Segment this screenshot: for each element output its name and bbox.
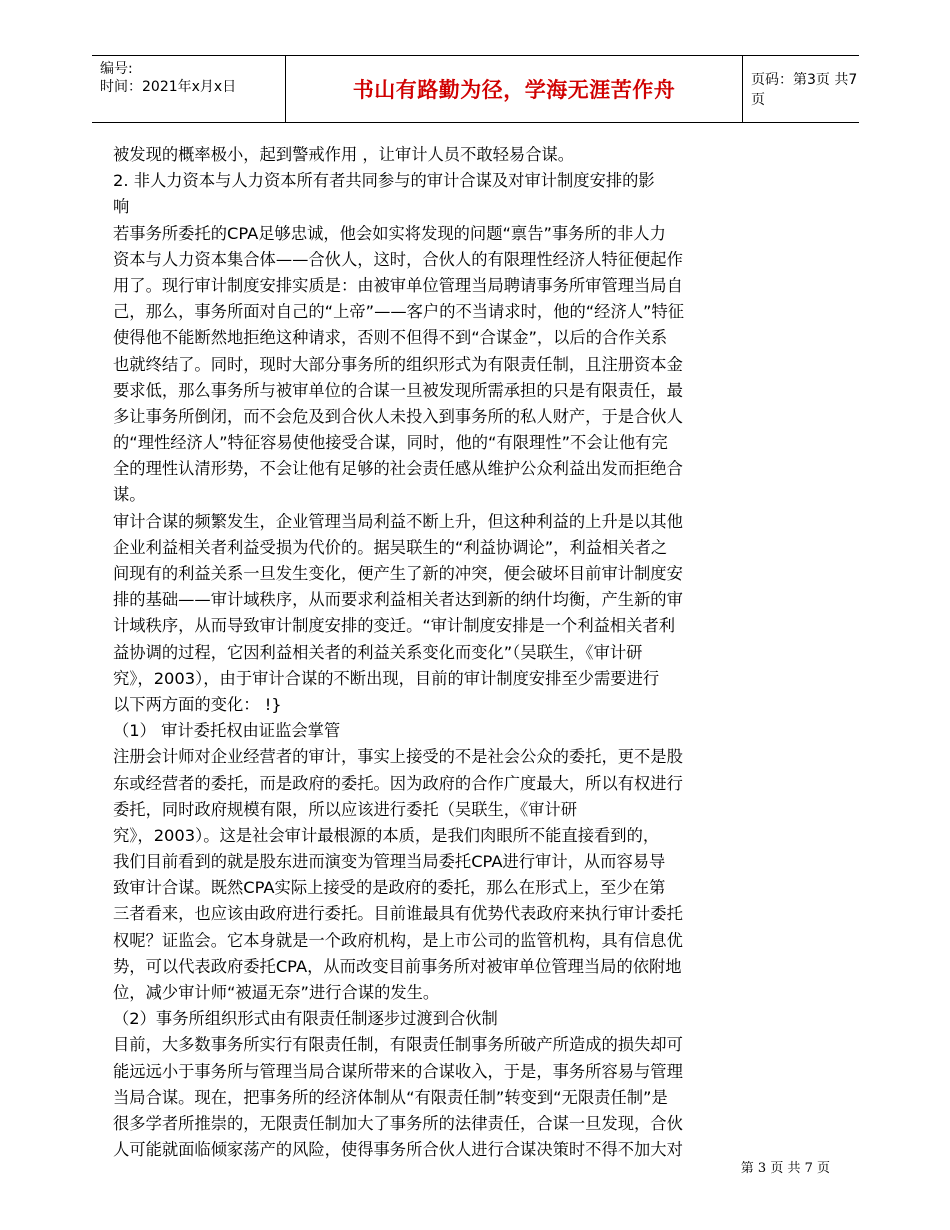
header-motto: 书山有路勤为径，学海无涯苦作舟 xyxy=(285,56,743,122)
time-label: 时间：2021年x月x日 xyxy=(100,79,237,95)
body-line: 审计合谋的频繁发生，企业管理当局利益不断上升，但这种利益的上升是以其他 xyxy=(113,511,683,531)
body-line: 企业利益相关者利益受损为代价的。据吴联生的“利益协调论”，利益相关者之 xyxy=(113,537,668,557)
body-line: 究》，2003），由于审计合谋的不断出现，目前的审计制度安排至少需要进行 xyxy=(113,668,660,688)
body-line: 目前，大多数事务所实行有限责任制，有限责任制事务所破产所造成的损失却可 xyxy=(113,1035,683,1055)
body-line: 当局合谋。现在，把事务所的经济体制从“有限责任制”转变到“无限责任制”是 xyxy=(113,1087,668,1107)
body-line: 能远远小于事务所与管理当局合谋所带来的合谋收入，于是，事务所容易与管理 xyxy=(113,1061,683,1081)
body-line: 资本与人力资本集合体——合伙人，这时，合伙人的有限理性经济人特征便起作 xyxy=(113,249,683,269)
document-body xyxy=(113,142,773,1163)
body-line: 谋。 xyxy=(113,485,146,505)
body-line: 权呢？证监会。它本身就是一个政府机构，是上市公司的监管机构，具有信息优 xyxy=(113,930,683,950)
section-heading: （1） 审计委托权由证监会掌管 xyxy=(113,721,341,741)
body-line: 势，可以代表政府委托CPA，从而改变目前事务所对被审单位管理当局的依附地 xyxy=(113,956,682,976)
body-line: 多让事务所倒闭，而不会危及到合伙人未投入到事务所的私人财产，于是合伙人 xyxy=(113,406,683,426)
body-line: 2. 非人力资本与人力资本所有者共同参与的审计合谋及对审计制度安排的影 xyxy=(113,171,655,191)
body-line: 间现有的利益关系一旦发生变化，便产生了新的冲突，便会破坏目前审计制度安 xyxy=(113,564,683,583)
body-line: 被发现的概率极小，起到警戒作用 ，让审计人员不敢轻易合谋。 xyxy=(113,145,575,164)
body-line: 致审计合谋。既然CPA实际上接受的是政府的委托，那么在形式上，至少在第 xyxy=(113,878,666,898)
body-line: 排的基础——审计域秩序，从而要求利益相关者达到新的纳什均衡，产生新的审 xyxy=(113,590,683,610)
body-line: 东或经营者的委托，而是政府的委托。因为政府的合作广度最大，所以有权进行 xyxy=(113,773,683,793)
page-header xyxy=(92,55,859,123)
body-line: 委托，同时政府规模有限，所以应该进行委托（吴联生，《审计研 xyxy=(113,799,578,819)
body-line: 注册会计师对企业经营者的审计，事实上接受的不是社会公众的委托，更不是股 xyxy=(113,747,683,767)
page-footer: 第 3 页 共 7 页 xyxy=(740,1161,830,1176)
body-line: 以下两方面的变化： !} xyxy=(113,694,282,714)
header-meta-cell xyxy=(92,56,285,122)
header-page-info: 页码：第3页 共7页 xyxy=(751,72,858,108)
body-line: 用了。现行审计制度安排实质是：由被审单位管理当局聘请事务所审管理当局自 xyxy=(113,275,683,295)
body-line: 若事务所委托的CPA足够忠诚，他会如实将发现的问题“禀告”事务所的非人力 xyxy=(113,223,666,243)
body-line: 也就终结了。同时，现时大部分事务所的组织形式为有限责任制，且注册资本金 xyxy=(113,354,683,374)
body-line: 要求低，那么事务所与被审单位的合谋一旦被发现所需承担的只是有限责任，最 xyxy=(113,380,683,400)
body-line: 计域秩序，从而导致审计制度安排的变迁。“审计制度安排是一个利益相关者利 xyxy=(113,616,676,636)
body-line: 究》，2003）。这是社会审计最根源的本质，是我们肉眼所不能直接看到的， xyxy=(113,825,660,845)
body-line: 使得他不能断然地拒绝这种请求，否则不但得不到“合谋金”，以后的合作关系 xyxy=(113,328,668,348)
body-line: 很多学者所推崇的，无限责任制加大了事务所的法律责任，合谋一旦发现，合伙 xyxy=(113,1113,683,1133)
body-line: 位，减少审计师“被逼无奈”进行合谋的发生。 xyxy=(113,983,440,1002)
body-line: 三者看来，也应该由政府进行委托。目前谁最具有优势代表政府来执行审计委托 xyxy=(113,904,683,924)
body-line: 全的理性认清形势，不会让他有足够的社会责任感从维护公众利益出发而拒绝合 xyxy=(113,459,683,479)
body-line: 的“理性经济人”特征容易使他接受合谋，同时，他的“有限理性”不会让他有完 xyxy=(113,433,668,453)
number-label: 编号: xyxy=(100,61,133,77)
body-line: 响 xyxy=(113,197,130,217)
body-line: 人可能就面临倾家荡产的风险，使得事务所合伙人进行合谋决策时不得不加大对 xyxy=(113,1140,683,1160)
body-line: 我们目前看到的就是股东进而演变为管理当局委托CPA进行审计，从而容易导 xyxy=(113,852,666,872)
body-line: 益协调的过程，它因利益相关者的利益关系变化而变化”（吴联生，《审计研 xyxy=(113,642,643,662)
body-line: 己，那么，事务所面对自己的“上帝”——客户的不当请求时，他的“经济人”特征 xyxy=(113,302,685,322)
section-heading: （2）事务所组织形式由有限责任制逐步过渡到合伙制 xyxy=(113,1009,498,1029)
